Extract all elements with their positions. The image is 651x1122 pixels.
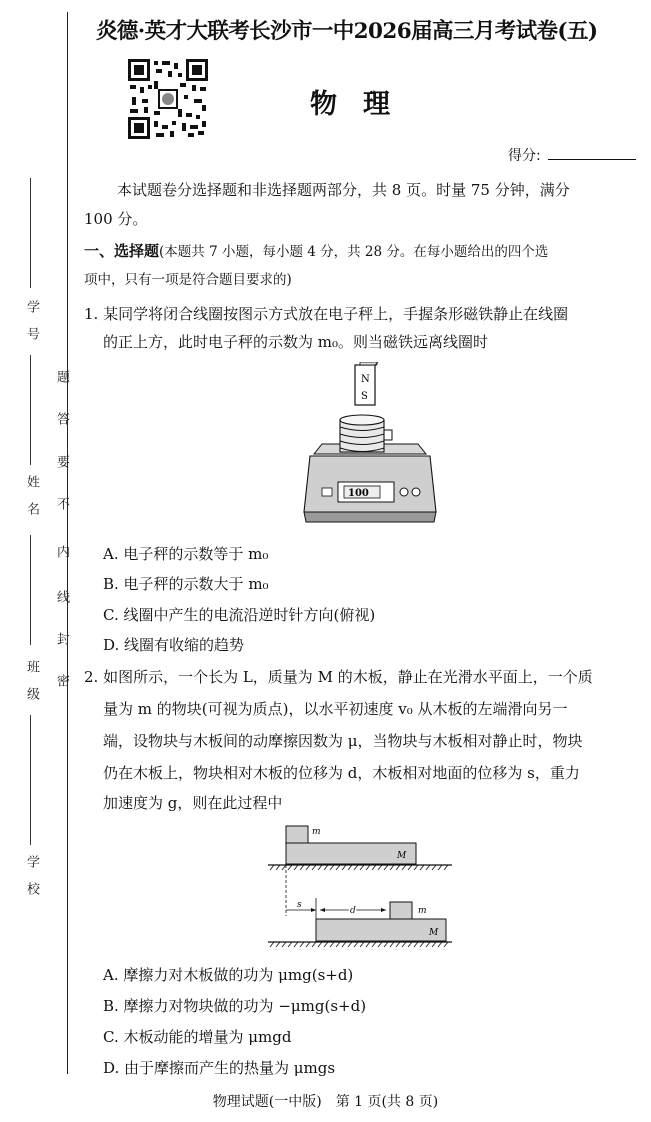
qr-code-icon <box>128 59 208 139</box>
q1-option-c[interactable]: C. 线圈中产生的电流沿逆时针方向(俯视) <box>103 606 376 624</box>
bar-magnet <box>355 362 378 405</box>
board-m-label: M <box>397 851 407 861</box>
q1-stem: 1. 某同学将闭合线圈按图示方式放在电子秤上，手握条形磁铁静止在线圈 <box>84 305 569 323</box>
q2-option-d[interactable]: D. 由于摩擦而产生的热量为 μmgs <box>103 1059 336 1077</box>
seal-char: 内 <box>54 545 69 558</box>
seal-char: 封 <box>54 632 69 645</box>
block-m-label: m <box>312 827 321 837</box>
class-blank[interactable] <box>30 535 31 645</box>
scale-figure <box>300 362 440 532</box>
student-id-blank[interactable] <box>30 178 31 288</box>
intro-line: 本试题卷分选择题和非选择题两部分，共 8 页。时量 75 分钟，满分 <box>117 181 570 199</box>
q1-option-a[interactable]: A. 电子秤的示数等于 m₀ <box>103 545 269 563</box>
seal-char: 不 <box>54 497 69 510</box>
q1-option-b[interactable]: B. 电子秤的示数大于 m₀ <box>103 575 269 593</box>
coil <box>340 415 392 452</box>
class-label: 班级 <box>24 660 39 714</box>
page-footer: 物理试题(一中版) 第 1 页(共 8 页) <box>212 1094 439 1110</box>
binding-rule <box>67 12 68 1074</box>
school-label: 学校 <box>24 855 39 909</box>
seal-char: 答 <box>54 412 69 425</box>
section-heading: 一、选择题 <box>84 242 160 260</box>
q2-stem: 加速度为 g，则在此过程中 <box>103 794 283 812</box>
q2-option-c[interactable]: C. 木板动能的增量为 μmgd <box>103 1028 292 1046</box>
q2-option-a[interactable]: A. 摩擦力对木板做的功为 μmg(s+d) <box>103 966 354 984</box>
board-block-figure <box>262 818 462 958</box>
score-label: 得分: <box>508 148 541 164</box>
section-desc: 项中，只有一项是符合题目要求的) <box>84 272 292 288</box>
q1-stem: 的正上方，此时电子秤的示数为 m₀。则当磁铁远离线圈时 <box>103 333 489 351</box>
section-desc: (本题共 7 小题，每小题 4 分，共 28 分。在每小题给出的四个选 <box>159 244 549 260</box>
q2-stem: 2. 如图所示，一个长为 L，质量为 M 的木板，静止在光滑水平面上，一个质 <box>84 668 593 686</box>
seal-char: 要 <box>54 455 69 468</box>
q2-option-b[interactable]: B. 摩擦力对物块做的功为 −μmg(s+d) <box>103 997 367 1015</box>
seal-char: 题 <box>54 370 69 383</box>
student-id-label: 学号 <box>24 300 39 354</box>
scale-display: 100 <box>348 488 369 499</box>
section-heading-row <box>84 240 548 261</box>
q2-stem: 端，设物块与木板间的动摩擦因数为 μ，当物块与木板相对静止时，物块 <box>103 732 583 750</box>
seal-char: 线 <box>54 590 69 603</box>
block-m-label: m <box>418 906 427 916</box>
magnet-s-label: S <box>361 391 368 402</box>
score-blank[interactable] <box>548 159 636 160</box>
magnet-n-label: N <box>361 374 370 385</box>
q1-option-d[interactable]: D. 线圈有收缩的趋势 <box>103 636 245 654</box>
q2-stem: 仍在木板上，物块相对木板的位移为 d，木板相对地面的位移为 s，重力 <box>103 764 580 782</box>
subject-title: 物理 <box>310 89 416 120</box>
seal-char: 密 <box>54 674 69 687</box>
board-m-label: M <box>429 928 439 938</box>
name-label: 姓名 <box>24 475 39 529</box>
intro-line: 100 分。 <box>84 210 148 228</box>
school-blank[interactable] <box>30 715 31 845</box>
s-label: s <box>297 900 302 910</box>
d-label: d <box>350 906 356 916</box>
name-blank[interactable] <box>30 355 31 465</box>
q2-stem: 量为 m 的物块(可视为质点)，以水平初速度 v₀ 从木板的左端滑向另一 <box>103 700 568 718</box>
exam-title: 炎德·英才大联考长沙市一中2026届高三月考试卷(五) <box>96 19 598 44</box>
